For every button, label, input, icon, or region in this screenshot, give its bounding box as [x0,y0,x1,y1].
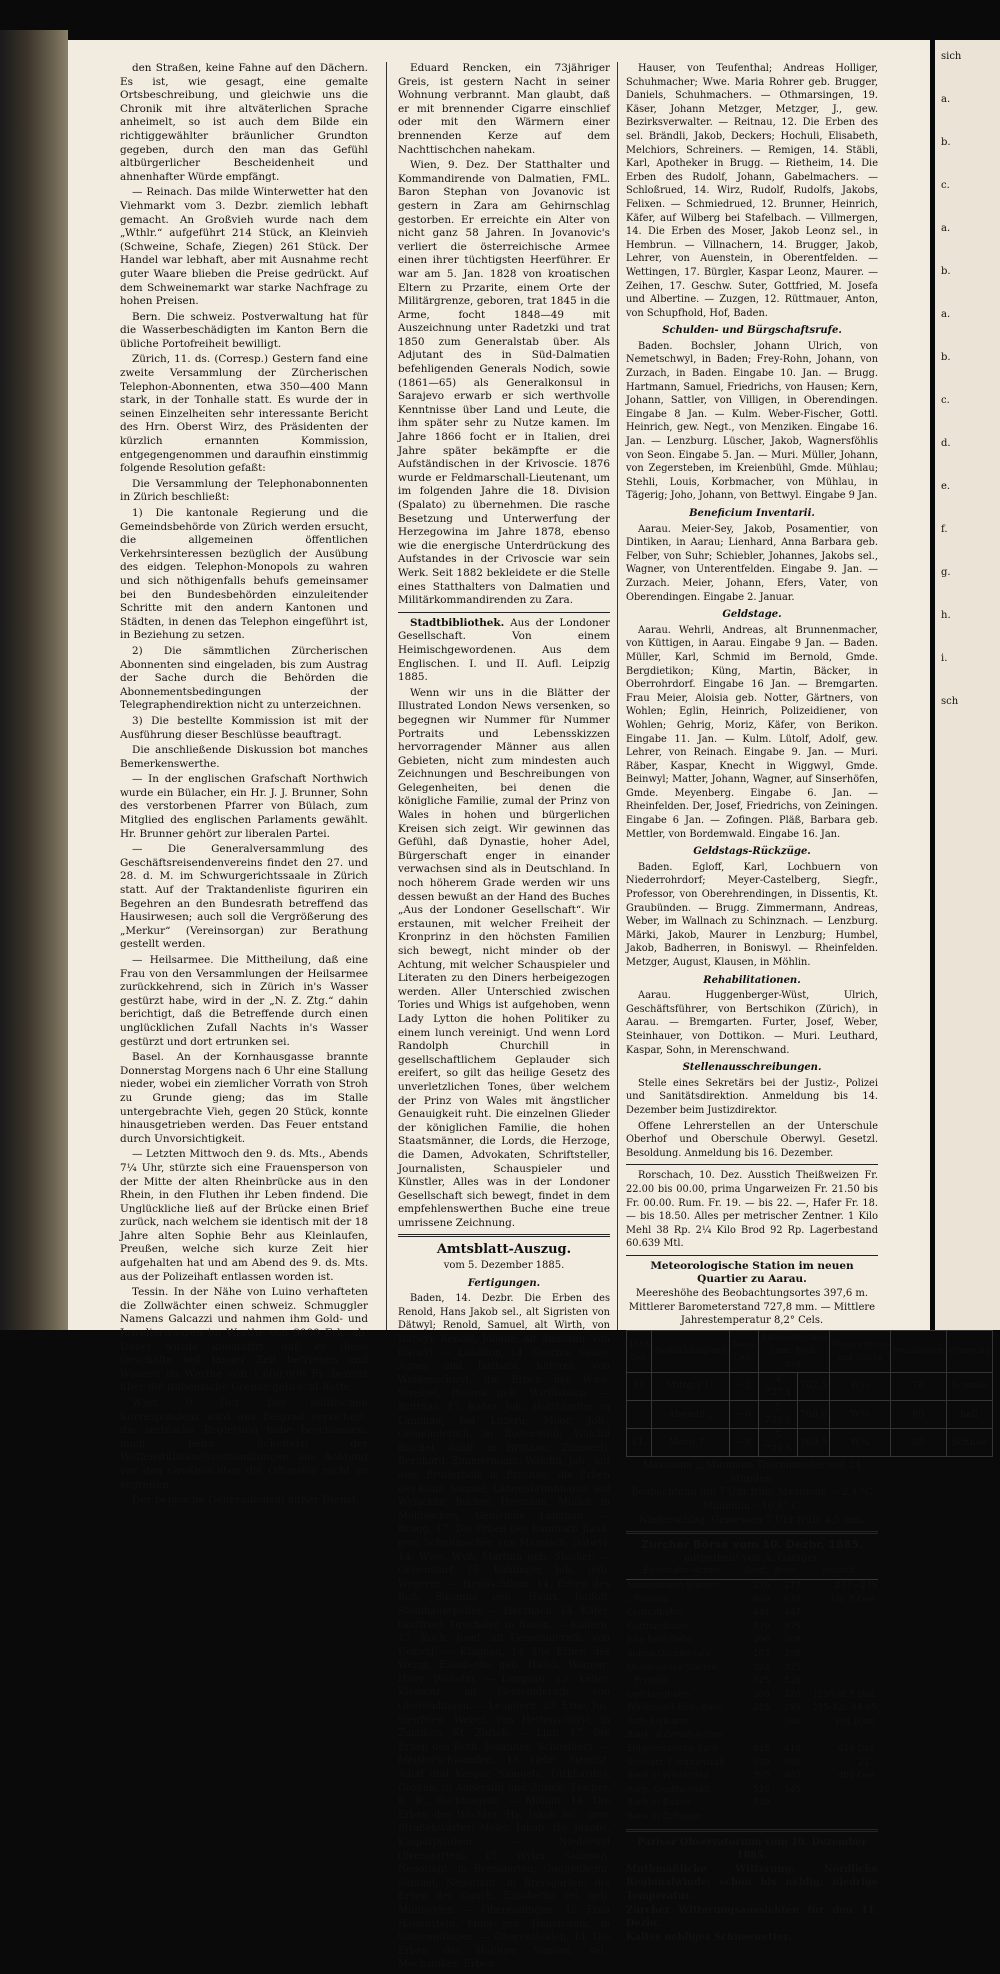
schulden-title: Schulden- und Bürgschaftsrufe. [662,325,842,337]
boerse-cell: 324 [753,1662,770,1673]
schulden-text: Baden. Bochsler, Johann Ulrich, von Nemetschwyl, in Baden; Frey-Rohn, Johann, von Zurzach, in Baden. Eingabe 10. Jan. — Brugg. Hartmann, Samuel, Friedrichs, von Hausen; Kern, Johann, Sattler, von Villigen, in Oberendingen. Eingabe 8 Jan. — Kulm. Weber-Fischer, Gottl. Heinrich, gew. Negt., von Menziken. Eingabe 16. Jan. — Lenzburg. Lüscher, Jakob, Wagnersföhlis von Seon. Eingabe 5. Jan. — Muri. Müller, Johann, von Zegersteben, im Kreienbühl, Gmde. Mühlau; Stehli, Louis, Korbmacher, von Mühlau, in Tägerig; Joho, Johann, von Bettwyl. Eingabe 9 Jan. [626,340,878,502]
meteo-header-cell: Witterung [946,1330,992,1372]
boerse-cell: [290 dt.5 Dez. [814,1689,877,1700]
zuerich-weather-title: Zürcher Witterungsaussichten für den 11. Dezbr. [626,1904,878,1930]
rueckzuege-text: Baden. Egloff, Karl, Lochbuern von Niederrohrdorf; Meyer-Castelberg, Siegfr., Professor, von Oberehrendingen, in Dissentis, Kt. Graubünden. — Brugg. Zimmermann, Andreas, Weber, im Wallnach zu Schinznach. — Lenzburg. Märki, Jakob, Maurer in Lenzburg; Humbel, Jakob, Badherren, in Boniswyl. — Rheinfelden. Metzger, August, Klausen, in Möhlin. [626,861,878,968]
boerse-cell: Suisse Occidentale [627,1648,711,1659]
boerse-cell: Nordostbahn Stamm [627,1580,718,1591]
column-rule [386,62,387,1330]
article-paragraph: Tessin. In der Nähe von Luino verhafteten die Zollwächter einen schweiz. Schmuggler Namens Galcazzi und nahmen ihm Gold- und Juwelierwaaren im Werthe von 9000 Frk. ab. Dabei wurde konstatirt, daß er diese Geschäfte seit langer Zeit betrieben und Waaren im Werthe von 1,600,000 Fr. bereits über die italienische Grenze gebracht hatte. [120,1286,368,1394]
boerse-row [626,1634,878,1648]
boerse-cell: Gotthardbahn [627,1621,689,1632]
meteo-line-1: Meereshöhe des Beobachtungsortes 397,6 m. [635,1288,869,1300]
meteo-cell: Schnee [946,1429,992,1457]
boerse-row [626,1702,878,1716]
boerse-cell: Jura-Bern-Bahn [627,1635,693,1646]
rorschach-market: Rorschach, 10. Dez. Ausstich Theißweizen Fr. 22.00 bis 00.00, prima Ungarweizen Fr. 21.50 bis Fr. 00.00. Rum. Fr. 19. — bis 22. —, Hafer Fr. 18. — bis 18.50. Alles per metrischer Zentner. 1 Kilo Mehl 38 Rp. 2¼ Kilo Brod 92 Rp. Lagerbestand 60.639 Mtl. [626,1170,878,1250]
newspaper-page [68,40,990,1971]
boerse-cell [740,1811,771,1825]
boerse-cell: 418 Dez. [837,1744,877,1755]
boerse-header-cell: Geld. [740,1565,771,1579]
bibliothek-title: Aus der Londoner Gesellschaft. Von einem Heimischgewordenen. Aus dem Englischen. I. und II. Aufl. Leipzig 1885. [398,616,610,684]
column-rule [617,62,618,1330]
boerse-row [626,1770,878,1784]
divider [398,1234,610,1237]
meteo-header-cell: Barometerstand i.mm. Beob. Red. [759,1330,830,1372]
article-paragraph: — Letzten Mittwoch den 9. ds. Mts., Abends 7¼ Uhr, stürzte sich eine Frauensperson von der Mitte der alten Rheinbrücke aus in den Rhein, in den Fluthen ihr Leben findend. Die Unglückliche ließ auf der Brücke einen Brief zurück, nach welchem sie identisch mit der 18 Jahre alten Sophie Behr aus Kleinlaufen, Preußen, welche sich kurze Zeit hier aufgehalten hat und am Abend des 9. ds. Mts. aus der Polizeihaft entlassen worden ist. [120,1148,368,1283]
meteo-cell: Abend9 „ [652,1400,729,1428]
bibliothek-head: Stadtbibliothek. [410,616,505,629]
boerse-cell: 395 [753,1771,770,1782]
meteo-max: Maximum △ Minimum Thermometer seit 24 Stunden. [642,1460,862,1485]
meteo-line-2: Mittlerer Barometerstand 727,8 mm. — Mittlere Jahrestemperatur 8,2° Cels. [628,1301,876,1327]
boerse-cell: „ Priorität [627,1594,670,1605]
boerse-row [626,1689,878,1703]
meteo-niederschlag: Niederschlag. Gemessen 7 Uhr früh: 4,5 mm. [639,1514,865,1526]
geldstage-text: Aarau. Wehrli, Andreas, alt Brunnenmacher, von Küttigen, in Aarau. Eingabe 9 Jan. — Baden. Müller, Karl, Schmid im Bernold, Gmde. Bergdietikon; Küng, Martin, Bäcker, in Oberrohrdorf. Eingabe 16 Jan. — Bremgarten. Frau Meier, Aloisia geb. Notter, Gärtners, von Wohlen; Eglin, Heinrich, Polizeidiener, von Wohlen; Gehrig, Moriz, Käfer, von Berikon. Eingabe 11. Jan. — Kulm. Lütolf, Adolf, gew. Lehrer, von Reinach. Eingabe 9. Jan. — Muri. Räber, Kaspar, Knecht in Wiggwyl, Gmde. Beinwyl; Matter, Johann, Wagner, auf Sinserhöfen, Gmde. Meyenberg. Eingabe 6. Jan. — Rheinfelden. Der, Josef, Friedrichs, von Zeiningen. Eingabe 6 Jan. — Zofingen. Pläß, Barbara geb. Mettler, von Bordemwald. Eingabe 16. Jan. [626,624,878,840]
boerse-row [626,1607,878,1621]
facing-page-edge [935,40,1000,1330]
divider [626,1531,878,1534]
boerse-cell: 418 [784,1744,801,1755]
boerse-cell [802,1675,878,1689]
boerse-cell: 208 [784,1635,801,1646]
meteo-header-cell: Windrichtung und Stärke [830,1330,891,1372]
boerse-cell [740,1716,771,1730]
boerse-header-cell: Eisenbahn-Actien. [626,1565,740,1579]
boerse-cell: Eidgenössische Bank [627,1744,720,1755]
column-1 [120,62,368,1510]
meteo-row [627,1400,993,1428]
boerse-cell: 295 [784,1703,801,1714]
boerse-cell: 285 [753,1703,770,1714]
boerse-cell [802,1797,878,1811]
boerse-cell: 200 [753,1689,770,1700]
boerse-cell [771,1797,802,1811]
article-paragraph: Der belgische Generalkonsul außer Dienst [132,1494,357,1507]
meteo-cell: Mittg.1 U. [652,1372,729,1400]
facing-page-fragment: a. [941,309,951,320]
facing-page-fragment: b. [941,352,951,363]
boerse-cell: Wädenswil-Eins.-Bahn [627,1703,724,1714]
book-binding [0,30,68,1330]
boerse-cell: [dt. 5 Dez. [830,1594,877,1605]
boerse-row [626,1784,878,1798]
boerse-cell [802,1648,878,1662]
boerse-cell: 101 [Dez. [834,1716,877,1727]
boerse-cell: 325 [784,1662,801,1673]
stellen-title: Stellenausschreibungen. [682,1062,822,1074]
rehabilitationen-text: Aarau. Huggenberger-Wüst, Ulrich, Geschäftsführer, von Bertschikon (Zürich), in Aarau. — Bremgarten. Furter, Josef, Weber, Steinhauer, von Dottikon. — Muri. Leuthard, Kaspar, Sohn, in Merenschwand. [626,990,878,1056]
boerse-header-cell: Brief. [771,1565,802,1579]
boerse-cell: 277 [784,1580,801,1591]
boerse-cell: 108 [784,1648,801,1659]
boerse-row [626,1743,878,1757]
boerse-row [626,1797,878,1811]
facing-page-fragment: a. [941,94,951,105]
boerse-cell: 528 [784,1676,801,1687]
meteo-cell: 5 733,5 [759,1429,797,1457]
boerse-cell [802,1784,878,1798]
zuerich-weather-text: Kaltes nebliges Schneewetter. [626,1931,792,1943]
boerse-cell: Arth-Rigibahn [627,1716,688,1727]
meteo-cell: 4 727,1 [759,1372,797,1400]
inventar-title: Beneficium Inventarii. [689,508,815,519]
meteo-cell [627,1400,652,1428]
meteo-cell: 762,5 [797,1372,829,1400]
boerse-cell: 660 [753,1594,770,1605]
boerse-cell: 415 [753,1744,770,1755]
boerse-cell: 447 [784,1608,801,1619]
boerse-cell [802,1634,878,1648]
boerse-cell: 441 [753,1608,770,1619]
column-3 [626,62,990,1944]
boerse-cell: Centralbahn [627,1608,682,1619]
facing-page-fragment: e. [941,481,951,492]
facing-page-fragment: b. [941,137,951,148]
meteo-min: Minimum −10,8° C. [702,1500,802,1512]
meteo-cell: 10 [627,1372,652,1400]
boerse-cell: Aarg. Creditanstalt [627,1784,710,1795]
boerse-cell: 545 [784,1784,801,1795]
boerse-row [626,1675,878,1689]
meteo-cell: −8 [729,1429,759,1457]
meteo-cell: 769,3 [797,1429,829,1457]
meteo-cell: Morg.7 „ [652,1429,729,1457]
boerse-row [626,1648,878,1662]
meteo-cell: hell [946,1400,992,1428]
meteo-header-cell: Beobachtungszeit [652,1330,729,1372]
rueckzuege-title: Geldstags-Rückzüge. [693,846,811,858]
article-paragraph: 3) Die bestellte Kommission ist mit der Ausführung dieser Beschlüsse beauftragt. [120,714,368,741]
article-paragraph: 1) Die kantonale Regierung und die Gemeindsbehörde von Zürich werden ersucht, die allgemeinen öffentlichen Verkehrsinteressen bezüglich der Ausübung des eidgen. Telephon-Monopols zu wahren und sich nöthigenfalls behufs gemeinsamer bei den Bundesbehörden einzuleitender Schritte mit den andern Kantonen und Städten, in denen das Telephon eingeführt ist, in Beziehung zu setzen. [120,507,368,642]
article-paragraph: — In der englischen Grafschaft Northwich wurde ein Bülacher, ein Hr. J. J. Brunner, Sohn des verstorbenen Pfarrer von Bülach, zum Mitglied des englischen Parlaments gewählt. Hr. Brunner gehört zur liberalen Partei. [120,773,368,840]
meteo-cell: −2 [729,1372,759,1400]
boerse-cell [802,1662,878,1676]
amtsblatt-title: Amtsblatt-Auszug. [436,1242,572,1258]
column-2 [398,62,610,1974]
boerse-row [626,1662,878,1676]
divider [626,1829,878,1832]
meteo-cell: W¼ [830,1372,891,1400]
amtsblatt-text: Baden, 14. Dezbr. Die Erben des Renold, Hans Jakob sel., alt Sigristen von Dätwyl; Renold, Samuel, alt Wirth, von Dätwyl; Renold, Johann, alt Ammann, von Dätwyl. — Lüblikon, 14. Geschw. Seiler, Agnes und Barbara, Käferes, von Wohlenschwyl; die Erben der Wwe. Streibel, Helena geb. Wirtlisbach. — Brittnau, 17. Räber, Joh., Holzhändler, in Langnau, bei Luzern; Moor, Joh., Gemeinderath, in Bodenwald; Wälchli Bischel, Adolf, in Brittnau; Zimmerli, Bernhard, Zimmermann; Wälchli, Joh., auf dem Bruderhöfli in Brittnau; die Erben des Kunz, Samuel, Längenbrunnhards, auf Wylacker; Bucher, Hermann, Müller, in Mehlsecken, Gemeinde Langnau. — Brugg, 17. Die Erben des Dambach Jlaak, gew. Schuhmacher, von Mandach; Dätwyl, 14. Wwe. Wyß, Martina geb. Stocker. — Gebenstorf, 15. Baldinger, Joh., geb. Wegerer. — Hendschiken, 14. Erben des Boß, Susanna geb. Hauri, Rudolf, Steinhauerpolier. — Herznach, 14. Käfer, Gottfried, Drechsler, in Baden. — Kallern, 15. Koch, Josef, alt Gemeinderath, von Uezwyl. — Kingnau, 14. Die Erben des Wengi, Elisabetha geb. Häfeli, Wagner; Hauy, Wilhelm. — Lengnau, 13. Keller, Klemenz, alt Gemeinderath, von Oberendingen. — Leuggern, 13. Erne, Jos. Siegfried, Weber, von Hettenschwyl, in Zumikon, Kt. Zürich. — Linn, 17. Die Erben des Roth, Johannes, Schneiders. — Meisterschwanden, 13 Gebr. Siegrist, Adolf und Kaspar, Samuels, Turkhardes, Großen, in Außersihl und Zürich; Fischer, K. R., Rechtsagent. — Möhlin, 14. Die Erben des Wächter, Hs. Jakob sel., gew. Straßenwärter; Meier, Jakob, Hs. Jakobs, Kasparjakoben. — Niederwyl (Bremgarten), 15. Wyler, Salomon, Negotiant, in Bremgarten; Guggenheim, Samuel, Negotiant, in Bremgarten; die Erben der Gauch, Elisabetha sel. geb. Muntwyler. — Oberendingen, 15 Frau Hauenstein, Mina geb. Hauenstein, in Unterendingen. — Oberentfelden, 14. Die Erben des Holliger, Samuel, sel., Mechaniker; Erben [398,1293,610,1971]
boerse-cell: 300 [784,1716,801,1727]
boerse-cell: 680 [753,1757,770,1768]
boerse-row [626,1811,878,1825]
boerse-cell [802,1621,878,1635]
boerse-row [626,1621,878,1635]
meteo-cell: −6 [729,1400,759,1428]
meteo-beob: Beobachtung um 7 Uhr früh: Maximum − 2,4 °C [631,1487,873,1499]
article-paragraph: Wien, 9. Dez. Der politischen Korrespondenz wird aus Belgrad versichert, die serbische Regierung habe beschlossen, auch beim Scheitern der Waffenstillstandsverhandlungen aus Achtung vor den Großmächten die Offensive nicht zu ergreifen. [120,1397,368,1491]
meteo-cell: W¼ [830,1400,891,1428]
boerse-cell: Uetlibergbahn [627,1689,690,1700]
boerse-row [626,1716,878,1730]
facing-page-fragment: i. [941,653,948,664]
meteo-header-cell: Temp. Cels. [729,1330,759,1372]
stellen-text-2: Offene Lehrerstellen an der Unterschule Oberhof und Oberschule Oberwyl. Gesetzl. Besoldung. Anmeldung bis 16. Dezember. [626,1120,878,1159]
meteo-cell: Schnee [946,1372,992,1400]
boerse-cell: Union-suisse Stamm [627,1662,718,1673]
bibliothek-intro [398,617,610,685]
bibliothek-review: Wenn wir uns in die Blätter der Illustrated London News versenken, so begegnen wir Nummer für Nummer Portraits und Lebensskizzen hervorragender Männer aus allen Gebieten, nicht zum mindesten auch Zeichnungen und Beschreibungen von Gelegenheiten, bei denen die königliche Familie, zumal der Prinz von Wales in hohen und bürgerlichen Kreisen sich zeigt. Wir gewinnen das Gefühl, daß Dynastie, hoher Adel, Bürgerschaft enger in einander verwachsen sind als in Deutschland. In noch höherem Grade werden wir uns dessen bewußt an der Hand des Buches „Aus der Londoner Gesellschaft“. Wir erstaunen, mit welcher Freiheit der Kronprinz in den höchsten Familien sich bewegt, nicht minder ob der Achtung, mit welcher Schauspieler und Literaten zu den Diners herbeigezogen werden. Aller Unterschied zwischen Tories und Whigs ist aufgehoben, wenn Lady Lytton die hohen Politiker zu einem lunch vereinigt. Und wenn Lord Randolph Churchill in gesellschaftlichem Geplauder sich ereifert, so gilt das heilige Gesetz des unverletzlichen Tones, über welchem der Prinz von Wales mit ängstlicher Genauigkeit ruht. Die einzelnen Glieder der königlichen Familie, die hohen Staatsmänner, die Lords, die Herzoge, die Damen, Advokaten, Schriftsteller, Journalisten, Schauspieler und Künstler, Alles was in der Londoner Gesellschaft sich bewegt, findet in dem empfehlenswerthen Buche eine treue umrissene Zeichnung. [398,686,610,1229]
boerse-table [626,1565,878,1824]
meteo-title: Meteorologische Station im neuen Quartier zu Aarau. [650,1259,854,1286]
boerse-cell: 520 [753,1784,770,1795]
meteo-cell: 76 [890,1372,946,1400]
amtsblatt-date: vom 5. Dezember 1885. [443,1260,565,1272]
article-paragraph: — Reinach. Das milde Winterwetter hat den Viehmarkt vom 3. Dezbr. ziemlich lebhaft gemacht. An Großvieh wurde nach dem „Wthlr.“ aufgeführt 214 Stück, an Kleinvieh (Schweine, Schafe, Ziegen) 261 Stück. Der Handel war lebhaft, aber mit Ausnahme recht guter Waare blieben die Preise gedrückt. Auf dem Schweinemarkt war starke Nachfrage zu hohen Preisen. [120,186,368,308]
article-paragraph: Zürich, 11. ds. (Corresp.) Gestern fand eine zweite Versammlung der Zürcherischen Telephon-Abonnenten, etwa 350—400 Mann stark, in der Tonhalle statt. Es wurde der in seinen Einzelheiten sehr interessante Bericht des Hrn. Oberst Wirz, des Präsidenten der kürzlich ernannten Kommission, entgegengenommen und daraufhin einstimmig folgende Resolution gefaßt: [120,353,368,475]
boerse-cell: 403 [784,1771,801,1782]
facing-page-fragment: f. [941,524,948,535]
boerse-cell: 107 [753,1648,770,1659]
meteo-table [626,1330,993,1457]
article-paragraph: 2) Die sämmtlichen Zürcherischen Abonnenten sind eingeladen, bis zum Austrag der Sache durch die Behörden die Abonnementsbedingungen der Telegraphendirektion nicht zu unterzeichnen. [120,644,368,712]
boerse-cell: Schweiz. Creditanstalt [627,1757,725,1768]
inventar-text: Aarau. Meier-Sey, Jakob, Posamentier, von Dintiken, in Aarau; Lienhard, Anna Barbara geb. Felber, von Suhr; Schiebler, Johannes, Jakobs sel., Wagner, von Unterentfelden. Eingabe 9. Jan. — Zurzach. Meier, Johann, Efers, Vater, von Oberendingen. Eingabe 2. Januar. [626,523,878,603]
boerse-cell [802,1811,878,1825]
facing-page-fragment: a. [941,223,951,234]
meteo-cell: 11. [627,1429,652,1457]
boerse-cell: „ Priorität [627,1676,670,1687]
boerse-section-2: Bank- & Credit-Actien. [627,1730,726,1741]
boerse-cell: 220 [784,1689,801,1700]
boerse-header-cell: bezahlt. [802,1565,878,1579]
boerse-subtitle: mitgetheilt von A. Gamper. [683,1552,821,1564]
divider [398,612,610,613]
meteo-header-cell: 1885 Dez. [627,1330,652,1372]
paris-text: Muthmaßliche Witterung: Nördliche Regionalwinde; schön bis neblig; niedrige Temperatur. [626,1863,878,1902]
fertigungen-cont: Hauser, von Teufenthal; Andreas Holliger, Schuhmacher; Wwe. Maria Rohrer geb. Brugger, Daniels, Schuhmachers. — Othmarsingen, 19. Käser, Johann Metzger, Metzger, J., gew. Bezirksverwalter. — Reitnau, 12. Die Erben des sel. Brändli, Jakob, Deckers; Hochuli, Elisabeth, Melchiors, Schreiners. — Remigen, 14. Stäbli, Karl, Apotheker in Brugg. — Rietheim, 14. Die Erben des Rudolf, Johann, Gabelmachers. — Schloßrued, 14. Wirz, Rudolf, Rudolfs, Jakobs, Felixen. — Schmiedrued, 12. Brunner, Heinrich, Käfer, auf Wilberg bei Stafelbach. — Villmergen, 14. Die Erben des Moser, Jakob Leonz sel., in Hembrun. — Villnachern, 14. Brugger, Jakob, Lehrer, von Auenstein, in Oberentfelden. — Wettingen, 17. Bürgler, Kaspar Leonz, Maurer. — Zeihen, 17. Geschw. Suter, Gottfried, M. Josefa und Albertine. — Zuzgen, 12. Rüttmauer, Anton, von Schupfhold, Hof, Baden. [626,63,878,319]
paris-title: Pariser Observatorium vom 10. Dezember 1885. [637,1836,867,1862]
article-paragraph: Eduard Rencken, ein 73jähriger Greis, ist gestern Nacht in seiner Wohnung verbrannt. Man glaubt, daß er mit brennender Cigarre einschlief oder mit den Wärmern einer brennenden Kerze auf dem Nachttischchen nahekam. [398,62,610,156]
boerse-cell: 206 [753,1635,770,1646]
facing-page-fragment: c. [941,180,950,191]
meteo-cell: 768,0 [797,1400,829,1428]
facing-page-fragment: g. [941,567,951,578]
article-paragraph: Wien, 9. Dez. Der Statthalter und Kommandirende von Dalmatien, FML. Baron Stephan von Jovanovic ist gestern in Zara am Gehirnschlag gestorben. Er erreichte ein Alter von nicht ganz 58 Jahren. In Jovanovic's verliert die österreichische Armee einen ihrer tüchtigsten Heerführer. Er war am 5. Jan. 1828 von kroatischen Eltern zu Przarite, einem Orte der Militärgrenze, geboren, trat 1845 in die Arme, focht 1848—49 mit Auszeichnung unter Radetzki und trat 1850 zum Generalstab über. Als Adjutant des in Süd-Dalmatien befehligenden Generals Nodich, sowie (1861—65) als Generalkonsul in Sarajevo erwarb er sich werthvolle Kenntnisse über Land und Leute, die ihm später sehr zu Nutze kamen. Im Jahre 1866 focht er in Italien, drei Jahre später bekämpfte er die Aufständischen in der Krivoscie. 1876 wurde er Feldmarschall-Lieutenant, um im folgenden Jahre die 18. Division (Spalato) zu übernehmen. Die rasche Besetzung und Unterwerfung der Herzegowina im Jahre 1878, ebenso wie die energische Unterdrückung des Aufstandes in der Crivoscie war sein Werk. Seit 1882 bekleidete er die Stelle eines Statthalters von Dalmatien und Militärkommandirenden zu Zara. [398,159,610,607]
divider [626,1164,878,1165]
facing-page-fragment: sich [941,51,962,62]
boerse-cell: 525 [753,1676,770,1687]
article-paragraph: — Die Generalversammlung des Geschäftsreisendenvereins findet den 27. und 28. d. M. im Schwurgerichtssaale in Zürich statt. Auf der Traktandenliste figuriren ein Begehren an den Bundesrath betreffend das Hausirwesen; auch soll die Vergrößerung des „Merkur“ (Vereinsorgan) zur Berathung gestellt werden. [120,843,368,951]
boerse-cell: 575 [784,1621,801,1632]
article-paragraph: den Straßen, keine Fahne auf den Dächern. Es ist, wie gesagt, eine gemalte Ortsbeschreibung, und gleichwie uns die Chronik mit ihre altväterlichen Sprache anheimelt, so ist auch dem Bilde ein richtiggewählter bräunlicher Grundton gegeben, durch den man das Gefühl altbürgerlicher Bescheidenheit und ahnenhafter Würde empfängt. [120,62,368,183]
article-paragraph: — Heilsarmee. Die Mittheilung, daß eine Frau von den Versammlungen der Heilsarmee zurückkehrend, sich in Zürich in's Wasser gestürzt habe, wird in der „N. Z. Ztg.“ dahin berichtigt, daß die Betreffende durch einen unglücklichen Zufall Nachts in's Wasser gestürzt und dort ertrunken sei. [120,954,368,1048]
meteo-cell: 80 [890,1400,946,1428]
boerse-cell: 276 [753,1580,770,1591]
meteo-cell: W¼ [830,1429,891,1457]
facing-page-fragment: h. [941,610,951,621]
article-paragraph: Die Versammlung der Telephonabonnenten in Zürich beschließt: [120,477,368,504]
amtsblatt-subtitle: Fertigungen. [467,1277,541,1289]
meteo-row [627,1372,993,1400]
boerse-cell [771,1811,802,1825]
article-paragraph: Bern. Die schweiz. Postverwaltung hat für die Wasserbeschädigten im Kanton Bern die übliche Portofreiheit bewilligt. [120,310,368,350]
boerse-row [626,1579,878,1593]
article-paragraph: Die anschließende Diskussion bot manches Bemerkenswerthe. [120,744,368,770]
facing-page-fragment: c. [941,395,950,406]
boerse-cell [802,1607,878,1621]
boerse-cell: 277—279 [834,1580,877,1591]
boerse-title: Zürcher Börse vom 10. Dezbr. 1885. [640,1538,864,1552]
facing-page-fragment: sch [941,696,959,707]
geldstage-title: Geldstage. [722,609,782,621]
divider [626,1255,878,1256]
boerse-row [626,1594,878,1608]
boerse-cell: 570 [753,1621,770,1632]
boerse-cell: 285-82c-88-85 [812,1703,877,1714]
boerse-row [626,1757,878,1771]
meteo-cell: 85 [890,1429,946,1457]
boerse-cell: 550 [753,1798,770,1809]
boerse-cell: 690 [784,1757,801,1768]
rehabilitationen-title: Rehabilitationen. [703,974,801,986]
article-paragraph: Basel. An der Kornhausgasse brannte Donnerstag Morgens nach 6 Uhr eine Stallung nieder, wobei ein ziemlicher Vorrath von Stroh zu Grunde gieng; das im Stalle untergebrachte Vieh, gegen 20 Stück, konnte hinausgetrieben werden. Das Feuer entstand durch Unvorsichtigkeit. [120,1051,368,1145]
facing-page-fragment: b. [941,266,951,277]
meteo-header-cell: Feuchtigkeit [890,1330,946,1372]
boerse-cell: 400 Dez. [837,1771,877,1782]
boerse-cell: Bank in Baden [627,1798,691,1809]
boerse-cell: Bank in Zofingen [627,1812,702,1823]
stellen-text: Stelle eines Sekretärs bei der Justiz-, Polizei und Sanitätsdirektion. Anmeldung bis 14. Dezember beim Justizdirektor. [626,1077,878,1116]
facing-page-fragment: d. [941,438,951,449]
boerse-cell: 21 „ [858,1757,877,1768]
boerse-cell: 670 [784,1594,801,1605]
meteo-row [627,1429,993,1457]
meteo-cell: 5 732,6 [759,1400,797,1428]
boerse-cell: Bank in Winterthur [627,1771,710,1782]
